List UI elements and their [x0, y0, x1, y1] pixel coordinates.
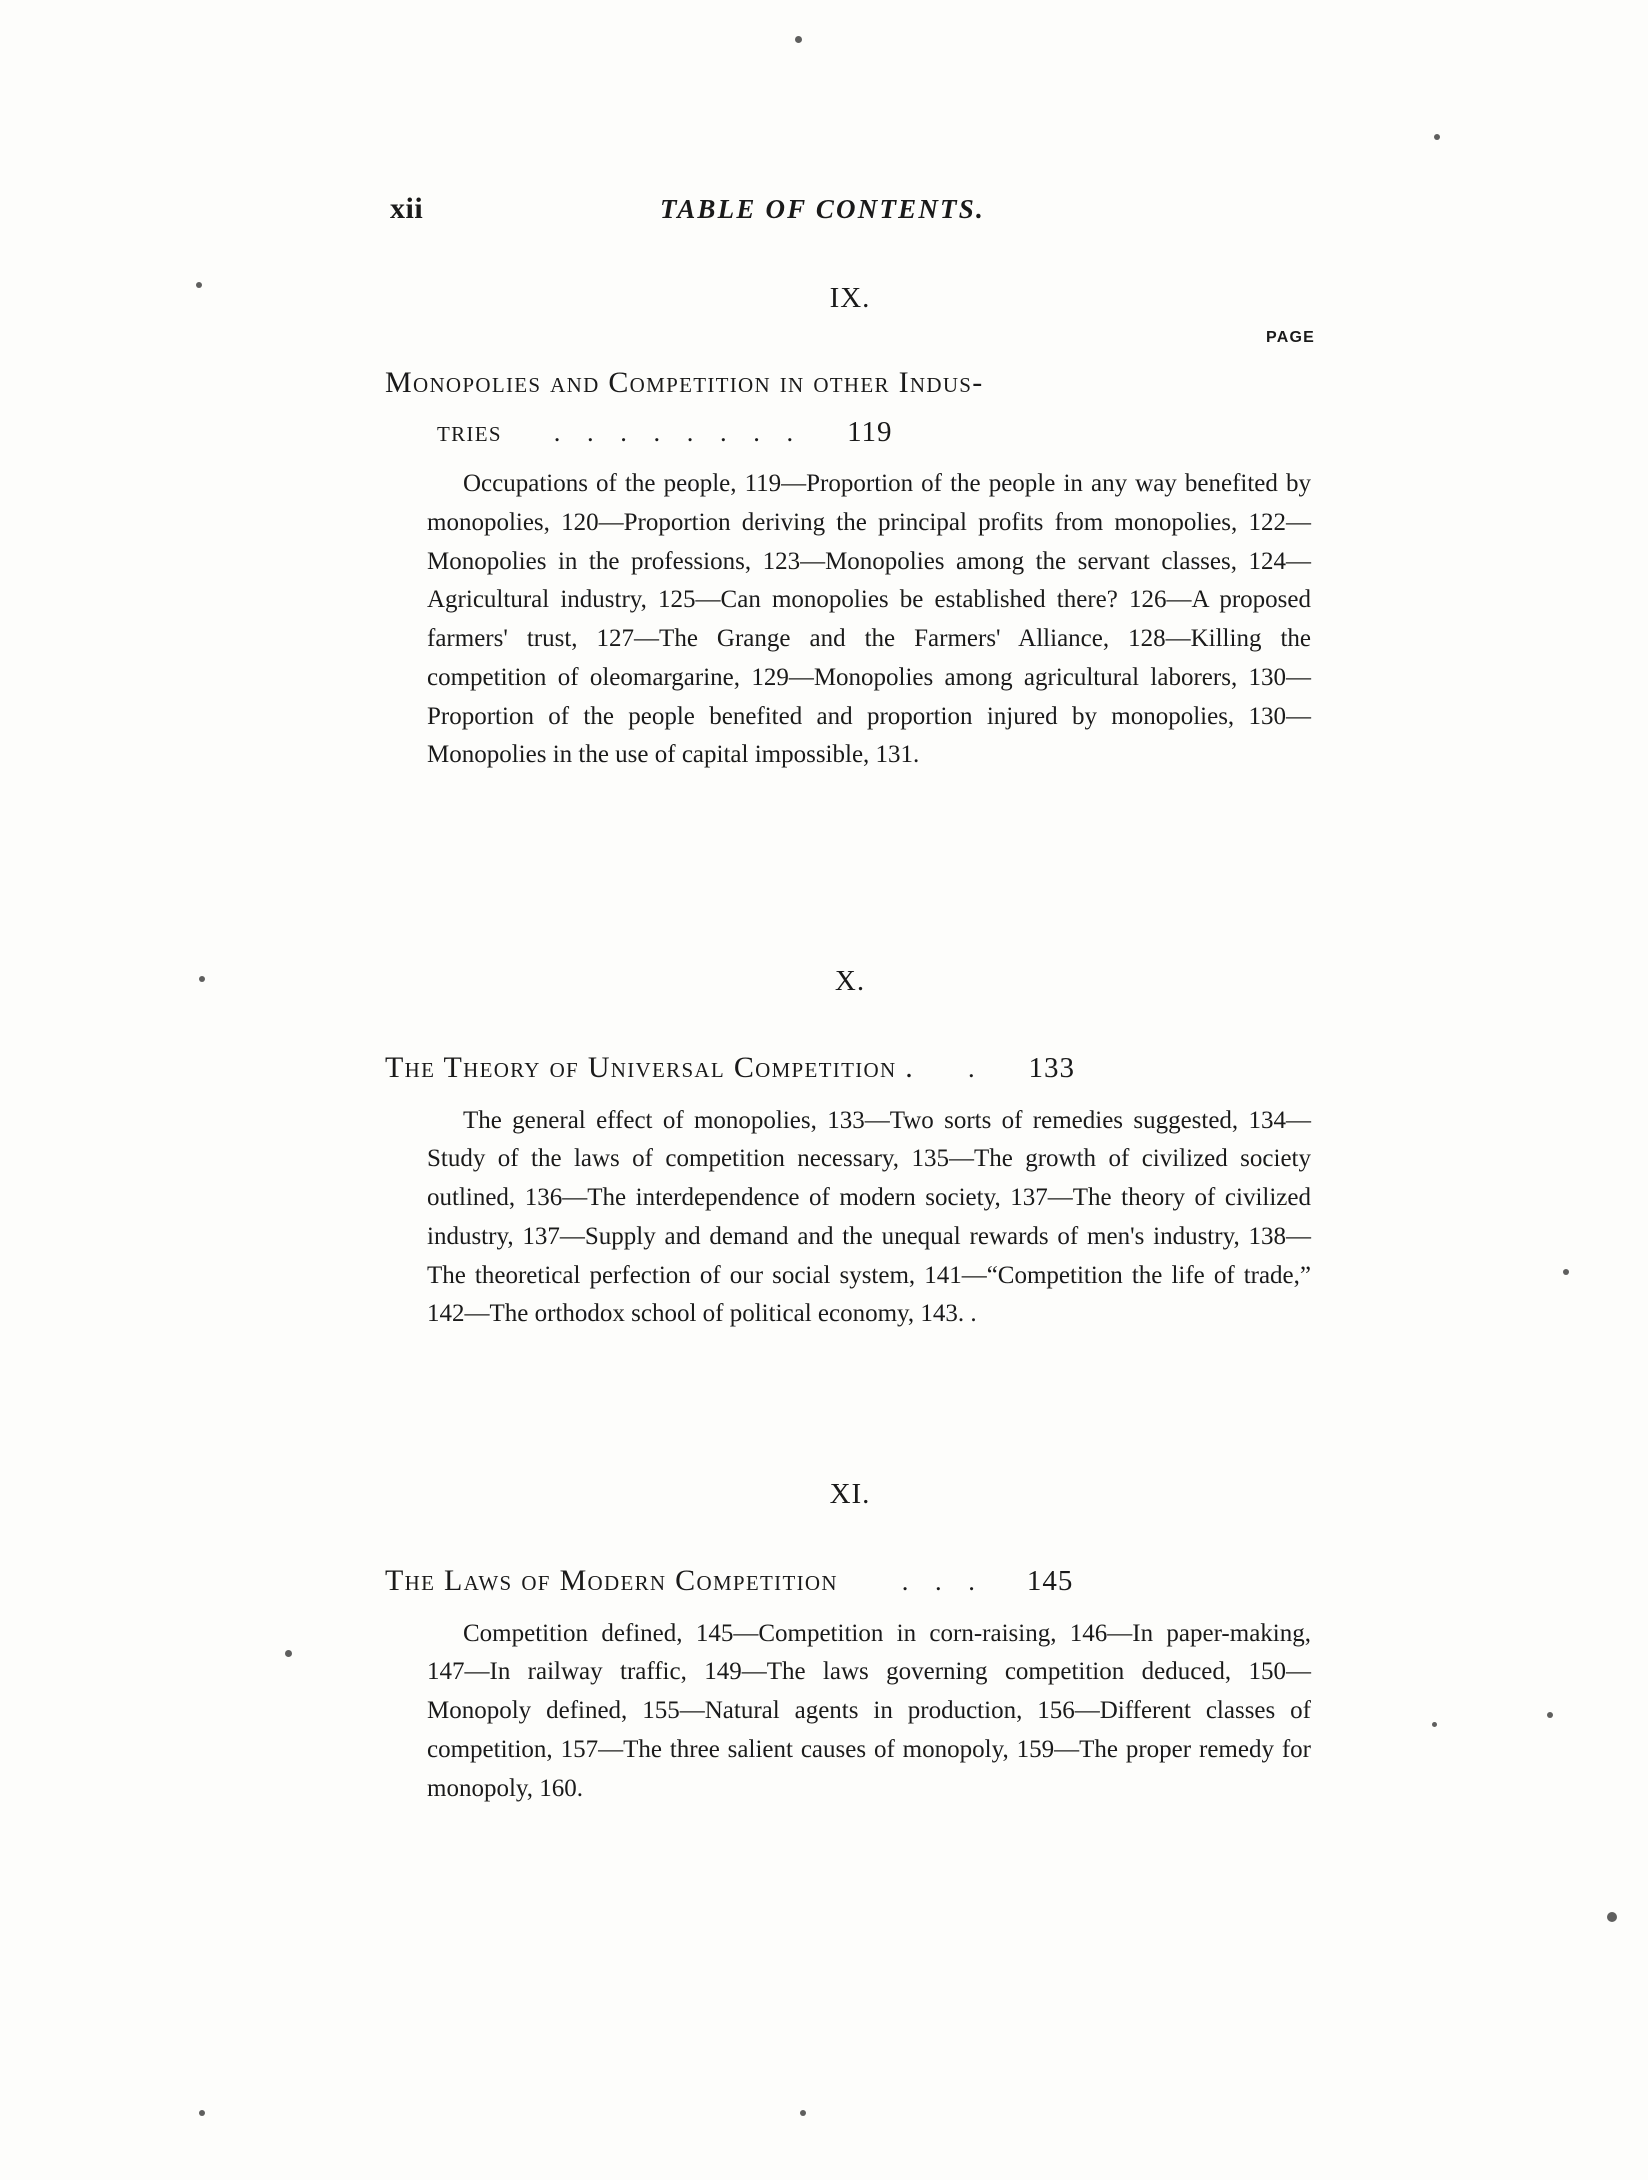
entry-summary-xi-text: Competition defined, 145—Competition in corn-raising, 146—In paper-making, 147—In railway traffic, 149—The laws governing competition deduced, 150—Monopoly defined, 155—Natural agents in production, 156—Different classes of competition, 157—The three salient causes of monopoly, 159—The proper remedy for monopoly, 160. — [427, 1619, 1311, 1802]
scan-speck — [1432, 1722, 1437, 1727]
scan-speck — [285, 1650, 292, 1657]
entry-page-ix: 119 — [847, 415, 893, 448]
scan-speck — [1563, 1269, 1569, 1275]
toc-entry-x — [385, 965, 1315, 1334]
leader-dots-x: . — [967, 1053, 985, 1083]
entry-title-ix-line2: tries — [437, 414, 502, 448]
scan-speck — [199, 976, 205, 982]
chapter-number-ix: IX. — [829, 282, 871, 314]
entry-title-x — [385, 1044, 1315, 1093]
scan-speck — [1547, 1712, 1553, 1718]
scan-speck — [795, 36, 802, 43]
scan-speck — [800, 2110, 806, 2116]
entry-title-ix — [385, 359, 1315, 456]
chapter-number-x: X. — [834, 965, 866, 997]
leader-dots-ix: . . . . . . . . — [553, 416, 804, 447]
entry-summary-ix — [385, 465, 1315, 775]
entry-title-xi-line1: The Laws of Modern Competition — [385, 1564, 838, 1597]
running-head — [0, 192, 1648, 232]
scan-speck — [196, 282, 202, 288]
toc-entry-ix — [385, 282, 1315, 775]
chapter-number-xi: XI. — [829, 1478, 871, 1510]
entry-summary-x — [385, 1102, 1315, 1335]
running-head-title: TABLE OF CONTENTS. — [660, 194, 985, 224]
toc-entry-xi — [385, 1478, 1315, 1808]
entry-title-xi — [385, 1557, 1315, 1606]
entry-summary-xi — [385, 1615, 1315, 1809]
entry-summary-x-text: The general effect of monopolies, 133—Two sorts of remedies suggested, 134—Study of the laws of competition necessary, 135—The growth of civilized society outlined, 136—The interdependence of modern society, 137—The theory of civilized industry, 137—Supply and demand and the unequal rewards of men's industry, 138—The theoretical perfection of our social system, 141—“Competition the life of trade,” 142—The orthodox school of political economy, 143. . — [427, 1106, 1311, 1328]
page-column-label: PAGE — [1266, 329, 1315, 346]
entry-title-x-line1: The Theory of Universal Competition . — [385, 1051, 915, 1084]
entry-summary-ix-text: Occupations of the people, 119—Proportion of the people in any way benefited by monopolies, 120—Proportion deriving the principal profits from monopolies, 122—Monopolies in the professions, 123—Monopolies among the servant classes, 124—Agricultural industry, 125—Can monopolies be established there? 126—A proposed farmers' trust, 127—The Grange and the Farmers' Alliance, 128—Killing the competition of oleomargarine, 129—Monopolies among agricultural laborers, 130—Proportion of the people benefited and proportion injured by monopolies, 130—Monopolies in the use of capital impossible, 131. — [427, 470, 1311, 769]
entry-page-xi: 145 — [1026, 1565, 1074, 1597]
leader-dots-xi: . . . — [901, 1566, 985, 1596]
entry-title-ix-line1: Monopolies and Competition in other Indus- — [385, 366, 984, 399]
scan-speck — [1607, 1912, 1617, 1922]
scan-speck — [1434, 134, 1440, 140]
entry-page-x: 133 — [1028, 1052, 1076, 1084]
folio-number: xii — [390, 192, 424, 225]
scan-speck — [199, 2110, 205, 2116]
